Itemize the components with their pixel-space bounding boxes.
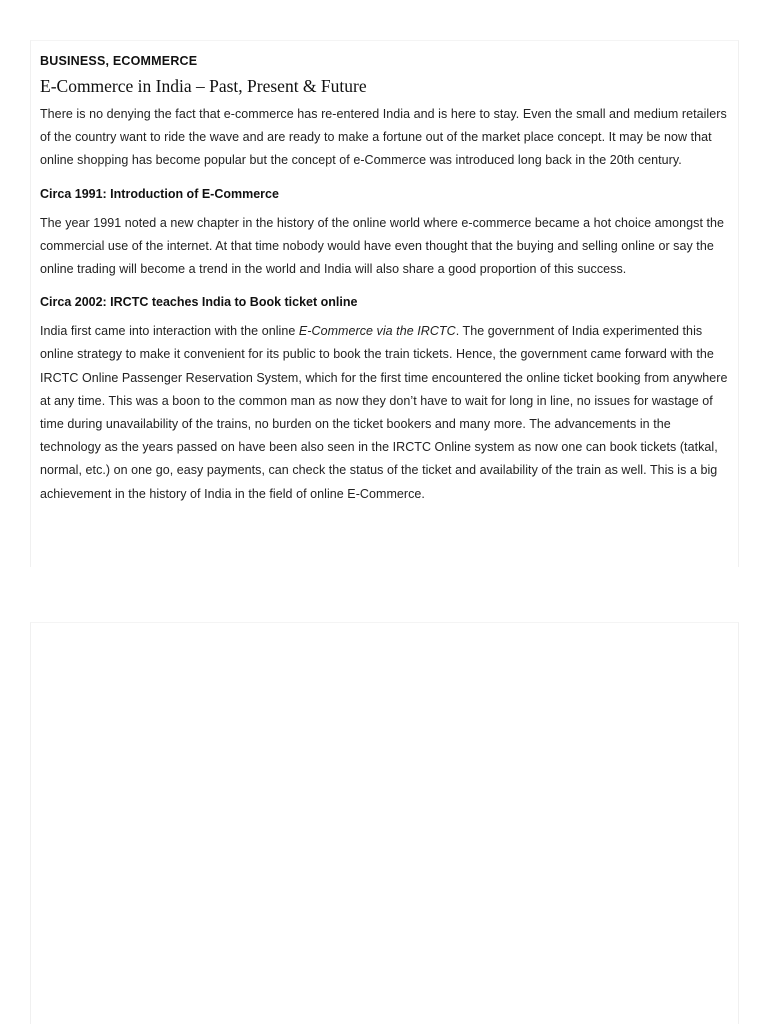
empty-content-card (30, 622, 739, 1024)
article-title: E-Commerce in India – Past, Present & Future (40, 76, 367, 96)
paragraph-text-end: . The government of India experimented this online strategy to make it convenient for its public to book the train tickets. Hence, the government came forward with the IRCTC Online Passenger Reservation System, which for the first time encountered the online ticket booking from anywhere at any time. This was a boon to the common man as now they don’t have to wait for long in line, no issues for wastage of time during unavailability of the trains, no burden on the ticket bookers and many more. The advancements in the technology as the years passed on have been also seen in the IRCTC Online system as now one can book tickets (tatkal, normal, etc.) on one go, easy payments, can check the status of the ticket and availability of the train as well. This is a big achievement in the history of India in the field of online E-Commerce. (40, 324, 728, 501)
emphasized-text: E-Commerce via the IRCTC (298, 324, 456, 339)
category-link-ecommerce[interactable]: ECOMMERCE (112, 54, 198, 68)
section-heading-2002: Circa 2002: IRCTC teaches India to Book ticket online (40, 295, 358, 310)
category-link-business[interactable]: BUSINESS (40, 54, 106, 68)
section-paragraph-2002 (40, 320, 732, 506)
intro-paragraph: There is no denying the fact that e-commerce has re-entered India and is here to stay. Even the small and medium retailers of the country want to ride the wave and are ready to make a fortune out of the market place concept. It may be now that online shopping has become popular but the concept of e-Commerce was introduced long back in the 20th century. (40, 107, 727, 168)
post-categories (40, 53, 732, 69)
category-separator: , (105, 54, 113, 68)
article-content (40, 53, 732, 506)
article-card (30, 40, 739, 567)
section-heading-1991: Circa 1991: Introduction of E-Commerce (40, 186, 279, 201)
paragraph-text-start: India first came into interaction with the online (40, 324, 299, 339)
section-paragraph-1991: The year 1991 noted a new chapter in the history of the online world where e-commerce became a hot choice amongst the commercial use of the internet. At that time nobody would have even thought that the buying and selling online or say the online trading will become a trend in the world and India will also share a good proportion of this success. (40, 215, 725, 277)
